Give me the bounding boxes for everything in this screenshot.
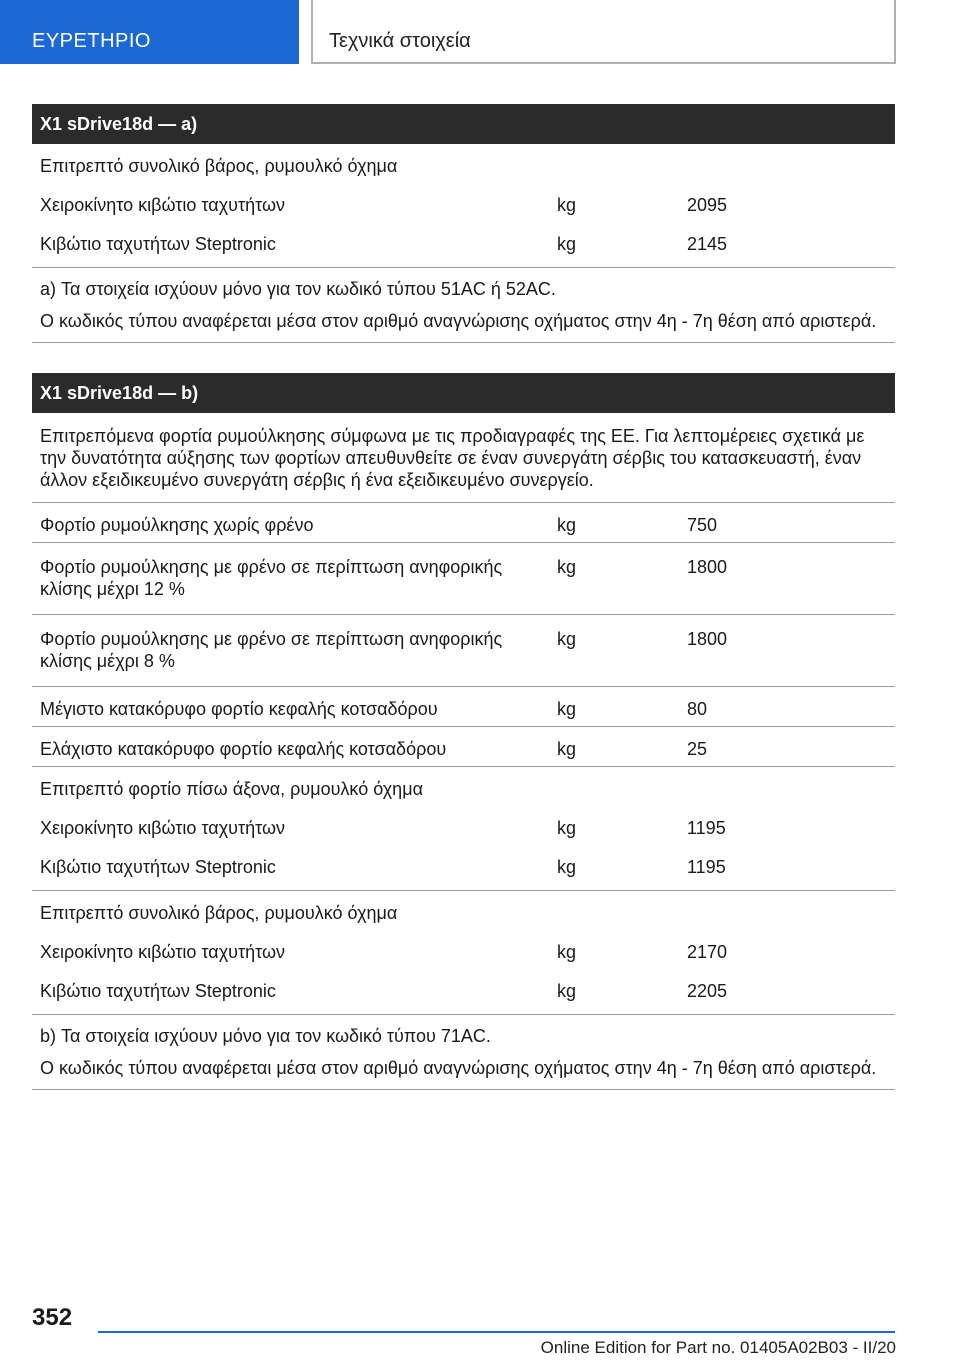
section-title-tab <box>311 0 896 64</box>
row-label: Χειροκίνητο κιβώτιο ταχυτήτων <box>40 818 286 838</box>
table-row <box>32 969 895 1008</box>
block-a-notes <box>32 267 895 342</box>
table-row <box>32 766 895 806</box>
row-unit: kg <box>557 629 577 649</box>
table-row <box>32 930 895 969</box>
page-content <box>32 104 895 1090</box>
spec-block-a <box>32 104 895 343</box>
footnote: a) Τα στοιχεία ισχύουν μόνο για τον κωδικό τύπου 51AC ή 52AC. <box>40 279 556 299</box>
row-label: Φορτίο ρυμούλκησης με φρένο σε περίπτωση ανηφορικής κλίσης μέχρι 8 % <box>40 629 503 671</box>
row-unit: kg <box>557 557 577 577</box>
row-value: 1800 <box>687 557 728 577</box>
row-value: 25 <box>687 739 708 759</box>
row-label: Φορτίο ρυμούλκησης χωρίς φρένο <box>40 515 314 535</box>
block-b-title: X1 sDrive18d — b) <box>32 373 895 413</box>
table-row <box>32 726 895 766</box>
row-label: Επιτρεπτό συνολικό βάρος, ρυμουλκό όχημα <box>40 156 398 176</box>
row-label: Επιτρεπτό φορτίο πίσω άξονα, ρυμουλκό όχημα <box>40 779 423 799</box>
row-unit: kg <box>557 699 577 719</box>
row-value: 2170 <box>687 942 728 962</box>
row-unit: kg <box>557 942 577 962</box>
row-label: Επιτρεπτό συνολικό βάρος, ρυμουλκό όχημα <box>40 903 398 923</box>
page-number: 352 <box>32 1304 73 1331</box>
row-value: 2145 <box>687 234 728 254</box>
spec-block-b <box>32 373 895 1090</box>
row-unit <box>557 778 687 800</box>
table-row <box>32 222 895 261</box>
footnote: b) Τα στοιχεία ισχύουν μόνο για τον κωδικό τύπου 71AC. <box>40 1026 491 1046</box>
edition-info: Online Edition for Part no. 01405A02B03 - II/20 <box>540 1338 896 1357</box>
row-unit <box>557 155 687 177</box>
row-unit <box>557 902 687 924</box>
page-footer <box>0 1296 960 1362</box>
table-row <box>32 686 895 726</box>
table-row <box>32 806 895 845</box>
row-value: 750 <box>687 515 718 535</box>
row-label: Χειροκίνητο κιβώτιο ταχυτήτων <box>40 195 286 215</box>
section-title: Τεχνικά στοιχεία <box>329 30 471 52</box>
top-navigation <box>0 0 960 66</box>
table-row <box>32 183 895 222</box>
row-label: Κιβώτιο ταχυτήτων Steptronic <box>40 857 276 877</box>
row-value: 1195 <box>687 857 726 877</box>
row-value: 1800 <box>687 629 728 649</box>
row-value <box>687 902 895 924</box>
row-unit: kg <box>557 195 577 215</box>
table-row <box>32 890 895 930</box>
footnote: Ο κωδικός τύπου αναφέρεται μέσα στον αριθμό αναγνώρισης οχήματος στην 4η - 7η θέση από αριστερά. <box>40 1058 877 1078</box>
row-unit: kg <box>557 234 577 254</box>
row-label: Χειροκίνητο κιβώτιο ταχυτήτων <box>40 942 286 962</box>
row-label: Κιβώτιο ταχυτήτων Steptronic <box>40 981 276 1001</box>
footer-divider <box>98 1331 895 1333</box>
row-label: Φορτίο ρυμούλκησης με φρένο σε περίπτωση ανηφορικής κλίσης μέχρι 12 % <box>40 557 503 599</box>
table-row <box>32 144 895 183</box>
row-label: Κιβώτιο ταχυτήτων Steptronic <box>40 234 276 254</box>
block-b-notes <box>32 1014 895 1089</box>
index-tab-label: ΕΥΡΕΤΗΡΙΟ <box>32 30 151 52</box>
row-label: Μέγιστο κατακόρυφο φορτίο κεφαλής κοτσαδόρου <box>40 699 438 719</box>
index-tab[interactable] <box>0 0 299 64</box>
row-value: 2205 <box>687 981 728 1001</box>
row-value <box>687 155 895 177</box>
table-row <box>32 542 895 614</box>
row-unit: kg <box>557 818 577 838</box>
row-unit: kg <box>557 515 577 535</box>
row-unit: kg <box>557 739 577 759</box>
footnote: Ο κωδικός τύπου αναφέρεται μέσα στον αριθμό αναγνώρισης οχήματος στην 4η - 7η θέση από αριστερά. <box>40 311 877 331</box>
row-value <box>687 778 895 800</box>
block-b-intro: Επιτρεπόμενα φορτία ρυμούλκησης σύμφωνα με τις προδιαγραφές της ΕΕ. Για λεπτομέρειες σχετικά με την δυνατότητα αύξησης των φορτίων απευθυνθείτε σε έναν συνεργάτη σέρβις του κατασκευαστή, έναν άλλον εξειδικευμένο συνεργάτη σέρβις ή ένα εξειδικευμένο συνεργείο. <box>40 426 865 490</box>
table-row <box>32 502 895 542</box>
row-unit: kg <box>557 981 577 1001</box>
table-row <box>32 614 895 686</box>
row-unit: kg <box>557 857 577 877</box>
row-value: 80 <box>687 699 708 719</box>
row-label: Ελάχιστο κατακόρυφο φορτίο κεφαλής κοτσαδόρου <box>40 739 447 759</box>
row-value: 1195 <box>687 818 726 838</box>
block-a-title: X1 sDrive18d — a) <box>32 104 895 144</box>
table-row <box>32 845 895 884</box>
row-value: 2095 <box>687 195 728 215</box>
